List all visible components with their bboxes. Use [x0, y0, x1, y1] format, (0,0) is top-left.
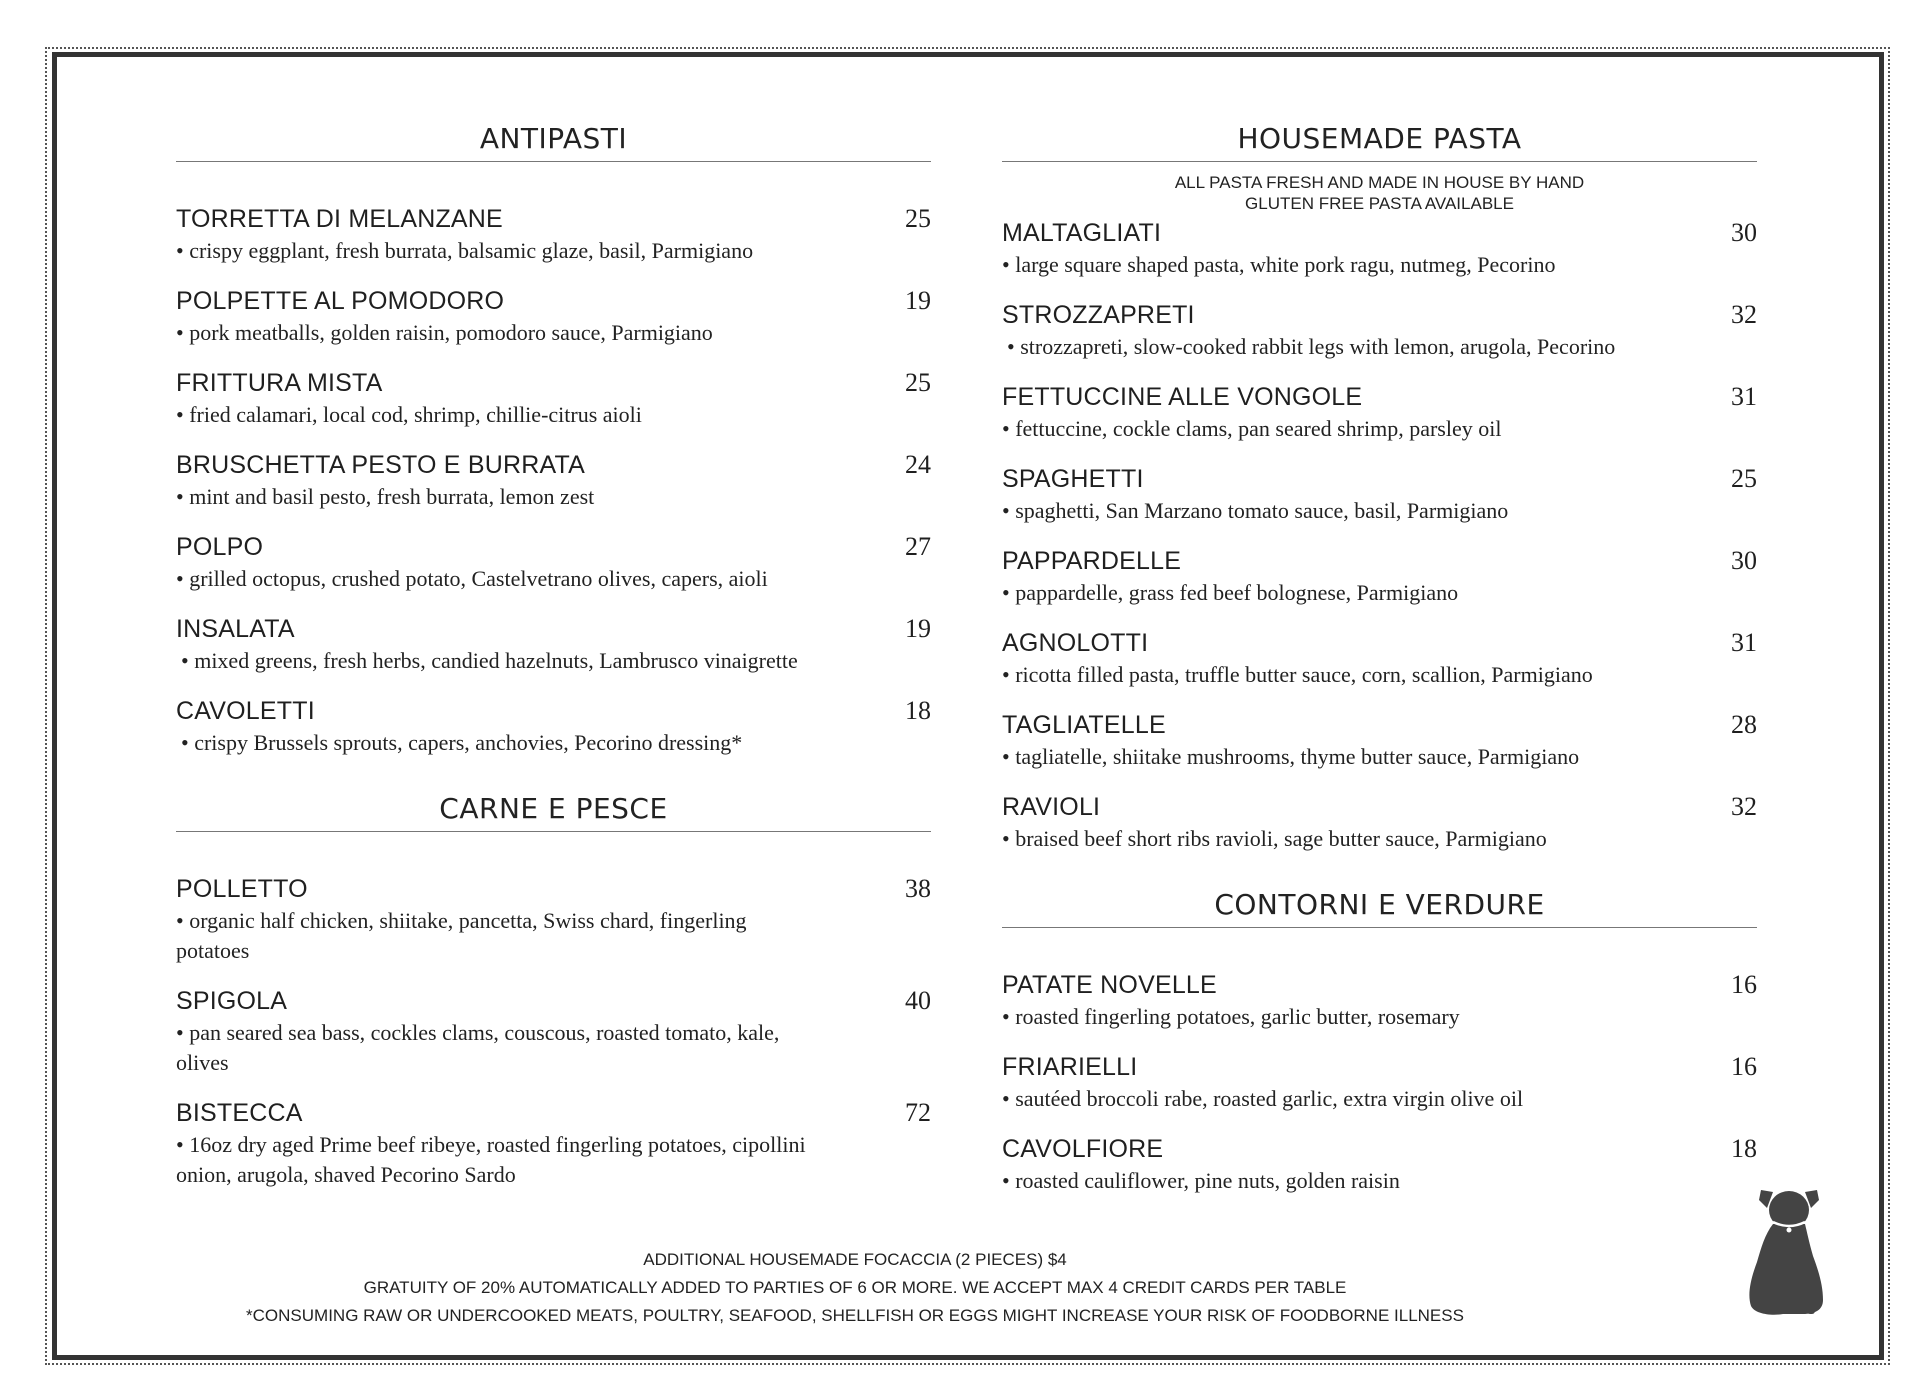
- menu-footer: [0, 1246, 1920, 1330]
- menu-item: [1002, 710, 1757, 772]
- item-price: 24: [905, 450, 931, 479]
- menu-item: [1002, 382, 1757, 444]
- item-price: 18: [905, 696, 931, 725]
- item-price: 19: [905, 614, 931, 643]
- item-name: AGNOLOTTI: [1002, 629, 1149, 657]
- item-description: • braised beef short ribs ravioli, sage butter sauce, Parmigiano: [1002, 826, 1547, 851]
- item-name: FRIARIELLI: [1002, 1053, 1138, 1081]
- contorni-list: [1002, 970, 1757, 1196]
- item-name: FRITTURA MISTA: [176, 369, 383, 397]
- menu-item: [1002, 792, 1757, 854]
- item-price: 25: [905, 368, 931, 397]
- item-price: 38: [905, 874, 931, 903]
- menu-item: [1002, 1052, 1757, 1114]
- item-description: • pan seared sea bass, cockles clams, couscous, roasted tomato, kale, olives: [176, 1020, 780, 1075]
- item-description: • strozzapreti, slow-cooked rabbit legs with lemon, arugola, Pecorino: [1007, 334, 1616, 359]
- menu-item: [1002, 300, 1757, 362]
- item-description: • fettuccine, cockle clams, pan seared shrimp, parsley oil: [1002, 416, 1502, 441]
- item-description: • tagliatelle, shiitake mushrooms, thyme butter sauce, Parmigiano: [1002, 744, 1580, 769]
- pasta-list: [1002, 218, 1757, 854]
- section-title-carne-e-pesce: CARNE E PESCE: [176, 792, 931, 832]
- footer-health-warning: *CONSUMING RAW OR UNDERCOOKED MEATS, POULTRY, SEAFOOD, SHELLFISH OR EGGS MIGHT INCREASE YOUR RISK OF FOODBORNE ILLNESS: [246, 1306, 1464, 1325]
- menu-item: [176, 532, 931, 594]
- footer-gratuity-note: GRATUITY OF 20% AUTOMATICALLY ADDED TO PARTIES OF 6 OR MORE. WE ACCEPT MAX 4 CREDIT CARDS PER TABLE: [363, 1278, 1347, 1297]
- item-name: CAVOLETTI: [176, 697, 315, 725]
- menu-item: [176, 874, 931, 966]
- menu-item: [176, 286, 931, 348]
- item-name: POLPO: [176, 533, 264, 561]
- item-name: BISTECCA: [176, 1099, 303, 1127]
- item-description: • roasted cauliflower, pine nuts, golden raisin: [1002, 1168, 1400, 1193]
- item-description: • 16oz dry aged Prime beef ribeye, roasted fingerling potatoes, cipollini onion, arugola, shaved Pecorino Sardo: [176, 1132, 806, 1187]
- item-description: • mint and basil pesto, fresh burrata, lemon zest: [176, 484, 595, 509]
- item-price: 25: [1731, 464, 1757, 493]
- item-name: SPIGOLA: [176, 987, 288, 1015]
- item-description: • mixed greens, fresh herbs, candied hazelnuts, Lambrusco vinaigrette: [181, 648, 798, 673]
- menu-item: [176, 614, 931, 676]
- item-price: 32: [1731, 792, 1757, 821]
- item-name: PAPPARDELLE: [1002, 547, 1182, 575]
- carne-list: [176, 874, 931, 1190]
- menu-item: [176, 1098, 931, 1190]
- antipasti-list: [176, 204, 931, 758]
- menu-item: [176, 450, 931, 512]
- item-name: POLLETTO: [176, 875, 308, 903]
- item-price: 19: [905, 286, 931, 315]
- item-description: • grilled octopus, crushed potato, Castelvetrano olives, capers, aioli: [176, 566, 768, 591]
- item-name: STROZZAPRETI: [1002, 301, 1195, 329]
- item-price: 31: [1731, 382, 1757, 411]
- item-price: 30: [1731, 218, 1757, 247]
- section-title-contorni-e-verdure: CONTORNI E VERDURE: [1002, 888, 1757, 928]
- item-description: • ricotta filled pasta, truffle butter sauce, corn, scallion, Parmigiano: [1002, 662, 1593, 687]
- pasta-note: [1002, 172, 1757, 214]
- item-price: 27: [905, 532, 931, 561]
- menu-item: [1002, 546, 1757, 608]
- left-column: [176, 122, 931, 1210]
- menu-item: [176, 986, 931, 1078]
- menu-item: [176, 696, 931, 758]
- item-price: 72: [905, 1098, 931, 1127]
- item-description: • sautéed broccoli rabe, roasted garlic, extra virgin olive oil: [1002, 1086, 1524, 1111]
- item-name: CAVOLFIORE: [1002, 1135, 1164, 1163]
- item-name: PATATE NOVELLE: [1002, 971, 1217, 999]
- section-title-antipasti: ANTIPASTI: [176, 122, 931, 162]
- item-name: INSALATA: [176, 615, 295, 643]
- item-description: • spaghetti, San Marzano tomato sauce, basil, Parmigiano: [1002, 498, 1509, 523]
- item-description: • roasted fingerling potatoes, garlic butter, rosemary: [1002, 1004, 1460, 1029]
- item-name: RAVIOLI: [1002, 793, 1101, 821]
- item-description: • organic half chicken, shiitake, pancetta, Swiss chard, fingerling potatoes: [176, 908, 747, 963]
- item-price: 25: [905, 204, 931, 233]
- item-price: 30: [1731, 546, 1757, 575]
- dog-icon: [1743, 1186, 1835, 1316]
- menu-item: [1002, 970, 1757, 1032]
- section-title-housemade-pasta: HOUSEMADE PASTA: [1002, 122, 1757, 162]
- item-price: 28: [1731, 710, 1757, 739]
- item-description: • crispy eggplant, fresh burrata, balsamic glaze, basil, Parmigiano: [176, 238, 754, 263]
- menu-item: [1002, 1134, 1757, 1196]
- item-description: • fried calamari, local cod, shrimp, chillie-citrus aioli: [176, 402, 642, 427]
- item-price: 32: [1731, 300, 1757, 329]
- menu-item: [176, 368, 931, 430]
- item-name: POLPETTE AL POMODORO: [176, 287, 505, 315]
- pasta-note-line-1: ALL PASTA FRESH AND MADE IN HOUSE BY HAND: [1174, 173, 1585, 192]
- pasta-note-line-2: GLUTEN FREE PASTA AVAILABLE: [1245, 194, 1514, 213]
- menu-item: [176, 204, 931, 266]
- item-description: • large square shaped pasta, white pork ragu, nutmeg, Pecorino: [1002, 252, 1556, 277]
- item-price: 16: [1731, 970, 1757, 999]
- item-price: 18: [1731, 1134, 1757, 1163]
- item-description: • pappardelle, grass fed beef bolognese, Parmigiano: [1002, 580, 1459, 605]
- item-name: BRUSCHETTA PESTO E BURRATA: [176, 451, 585, 479]
- menu-item: [1002, 628, 1757, 690]
- menu-item: [1002, 218, 1757, 280]
- item-description: • crispy Brussels sprouts, capers, anchovies, Pecorino dressing*: [181, 730, 743, 755]
- footer-focaccia-note: ADDITIONAL HOUSEMADE FOCACCIA (2 PIECES) $4: [643, 1250, 1067, 1269]
- item-name: TORRETTA DI MELANZANE: [176, 205, 503, 233]
- menu-item: [1002, 464, 1757, 526]
- item-price: 16: [1731, 1052, 1757, 1081]
- item-description: • pork meatballs, golden raisin, pomodoro sauce, Parmigiano: [176, 320, 713, 345]
- right-column: [1002, 122, 1757, 1216]
- item-name: MALTAGLIATI: [1002, 219, 1162, 247]
- item-name: SPAGHETTI: [1002, 465, 1144, 493]
- item-name: FETTUCCINE ALLE VONGOLE: [1002, 383, 1363, 411]
- item-name: TAGLIATELLE: [1002, 711, 1166, 739]
- item-price: 31: [1731, 628, 1757, 657]
- item-price: 40: [905, 986, 931, 1015]
